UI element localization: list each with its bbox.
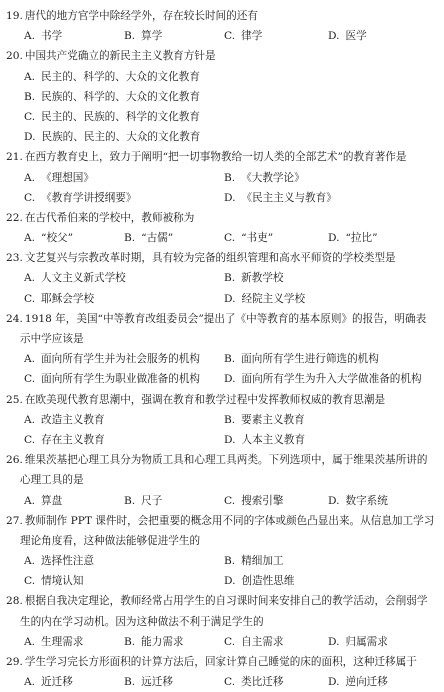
option-letter: A. (24, 30, 36, 43)
option-letter: C. (24, 292, 36, 305)
options-group (6, 551, 440, 591)
stem-text: 学生学习完长方形面积的计算方法后，回家计算自己睡觉的床的面积，这种迁移属于 (24, 656, 417, 668)
option-d[interactable] (224, 188, 424, 208)
question-22 (6, 208, 440, 248)
option-letter: C. (224, 635, 236, 648)
question-number: 25. (6, 393, 23, 406)
options-group (6, 410, 440, 450)
option-c[interactable] (24, 430, 224, 450)
option-a[interactable] (24, 672, 124, 692)
question-28 (6, 591, 440, 652)
option-d[interactable] (328, 491, 428, 511)
option-letter: B. (224, 413, 236, 426)
stem-text: 理论角度看，这种做法能够促进学生的 (20, 534, 201, 547)
option-a[interactable] (24, 168, 224, 188)
stem-line (6, 470, 440, 490)
option-a[interactable] (24, 491, 124, 511)
option-text: 面向所有学生进行筛选的机构 (241, 353, 379, 366)
question-number: 24. (6, 312, 23, 325)
option-text: “古儒” (141, 232, 174, 245)
question-stem (6, 591, 440, 631)
option-text: 选择性注意 (41, 555, 94, 568)
question-number: 19. (6, 10, 23, 22)
option-b[interactable] (224, 349, 424, 369)
option-text: 归属需求 (345, 635, 388, 648)
stem-line (6, 46, 440, 66)
question-stem (6, 309, 440, 349)
option-d[interactable] (224, 289, 424, 309)
option-b[interactable] (24, 87, 404, 107)
option-a[interactable] (24, 26, 124, 46)
option-text: 新教学校 (241, 272, 284, 285)
option-b[interactable] (224, 168, 424, 188)
option-text: “拉比” (345, 232, 378, 245)
option-letter: B. (224, 171, 236, 184)
option-letter: D. (224, 373, 236, 386)
option-text: 自主需求 (241, 635, 284, 648)
option-c[interactable] (24, 289, 224, 309)
stem-line (6, 6, 440, 26)
option-text: 民族的、民主的、大众的文化教育 (41, 131, 201, 144)
option-letter: A. (24, 272, 36, 285)
option-letter: A. (24, 70, 36, 83)
option-letter: D. (224, 292, 236, 305)
option-b[interactable] (124, 632, 224, 652)
option-letter: A. (24, 413, 36, 426)
question-number: 26. (6, 454, 23, 467)
option-text: 创造性思维 (241, 575, 295, 588)
option-letter: B. (24, 90, 36, 103)
option-text: 民主的、科学的、大众的文化教育 (41, 70, 200, 83)
option-d[interactable] (328, 228, 428, 248)
stem-line (6, 309, 440, 329)
option-text: “书吏” (241, 232, 274, 245)
option-letter: D. (224, 575, 236, 588)
question-number: 29. (6, 656, 23, 668)
option-text: 逆向迁移 (345, 676, 388, 689)
option-d[interactable] (224, 430, 424, 450)
stem-line (6, 390, 440, 410)
option-text: 书学 (41, 30, 63, 43)
option-letter: C. (24, 110, 36, 123)
question-stem (6, 147, 440, 167)
option-d[interactable] (328, 672, 428, 692)
question-number: 21. (6, 151, 23, 164)
question-stem (6, 46, 440, 66)
stem-line (6, 591, 440, 611)
option-text: 搜索引擎 (241, 494, 284, 507)
option-letter: B. (124, 232, 136, 245)
option-text: 民主的、民族的、科学的文化教育 (41, 110, 201, 123)
stem-text: 生的内在学习动机。因为这种做法不利于满足学生的 (20, 615, 264, 628)
option-b[interactable] (224, 410, 424, 430)
stem-line (6, 612, 440, 632)
stem-line (6, 450, 440, 470)
options-group (6, 67, 440, 148)
option-text: 尺子 (141, 494, 163, 507)
option-d[interactable] (24, 127, 404, 147)
option-text: 《民主主义与教育》 (241, 191, 337, 204)
option-c[interactable] (24, 188, 224, 208)
option-a[interactable] (24, 632, 124, 652)
options-group (6, 491, 440, 511)
option-text: 经院主义学校 (241, 292, 306, 305)
option-letter: D. (224, 191, 236, 204)
option-letter: B. (124, 635, 136, 648)
option-text: 民族的、科学的、大众的文化教育 (41, 90, 201, 103)
stem-text: 中国共产党确立的新民主主义教育方针是 (24, 50, 216, 63)
question-23 (6, 248, 440, 309)
option-letter: A. (24, 171, 36, 184)
option-a[interactable] (24, 67, 404, 87)
option-text: 改造主义教育 (41, 413, 105, 426)
option-text: 类比迁移 (241, 676, 284, 689)
option-letter: A. (24, 353, 36, 366)
option-a[interactable] (24, 228, 124, 248)
option-letter: A. (24, 676, 36, 689)
options-group (6, 349, 440, 389)
stem-text: 文艺复兴与宗教改革时期，具有较为完备的组织管理和高水平师资的学校类型是 (24, 252, 396, 265)
stem-text: 维果茨基把心理工具分为物质工具和心理工具两类。下列选项中，属于维果茨基所讲的 (24, 454, 428, 467)
question-stem (6, 652, 440, 672)
option-text: 远迁移 (141, 676, 173, 689)
question-number: 28. (6, 595, 23, 608)
options-group (6, 672, 440, 692)
stem-text: 在欧美现代教育思潮中，强调在教育和教学过程中发挥教师权威的教育思潮是 (24, 393, 386, 406)
option-c[interactable] (224, 491, 328, 511)
option-letter: D. (328, 635, 340, 648)
option-text: 能力需求 (141, 635, 184, 648)
option-letter: B. (124, 676, 136, 689)
option-text: 医学 (345, 30, 367, 43)
question-26 (6, 450, 440, 511)
option-d[interactable] (328, 632, 428, 652)
question-stem (6, 6, 440, 26)
option-d[interactable] (224, 571, 424, 591)
question-stem (6, 208, 440, 228)
stem-text: 示中学应该是 (20, 333, 84, 345)
question-stem (6, 511, 440, 551)
option-a[interactable] (24, 551, 224, 571)
question-number: 27. (6, 514, 23, 527)
question-20 (6, 46, 440, 147)
option-d[interactable] (328, 26, 428, 46)
option-text: 人本主义教育 (241, 433, 306, 446)
option-text: 面向所有学生并为社会服务的机构 (41, 353, 200, 366)
option-c[interactable] (224, 228, 328, 248)
option-letter: C. (24, 433, 36, 446)
option-text: 算盘 (41, 494, 63, 507)
stem-text: 在西方教育史上，致力于阐明“把一切事物教给一切人类的全部艺术”的教育著作是 (24, 151, 407, 164)
question-number: 23. (6, 252, 23, 265)
question-number: 22. (6, 211, 23, 224)
question-number: 20. (6, 50, 23, 63)
option-a[interactable] (24, 349, 224, 369)
option-letter: C. (224, 30, 236, 43)
option-letter: D. (328, 676, 340, 689)
stem-line (6, 248, 440, 268)
option-text: 数字系统 (345, 494, 388, 507)
option-c[interactable] (24, 369, 224, 389)
question-19 (6, 6, 440, 46)
option-text: 面向所有学生为职业做准备的机构 (41, 373, 201, 386)
stem-line (6, 511, 440, 531)
option-text: 《教育学讲授纲要》 (41, 191, 137, 204)
option-c[interactable] (224, 632, 328, 652)
option-text: 情境认知 (41, 575, 84, 588)
option-text: 《大教学论》 (241, 171, 305, 184)
option-letter: C. (24, 191, 36, 204)
option-text: 算学 (141, 30, 163, 43)
option-letter: C. (24, 575, 36, 588)
option-c[interactable] (224, 672, 328, 692)
options-group (6, 26, 440, 46)
option-c[interactable] (24, 107, 404, 127)
option-letter: D. (224, 433, 236, 446)
stem-line (6, 652, 440, 672)
options-group (6, 268, 440, 308)
question-24 (6, 309, 440, 390)
option-letter: B. (224, 353, 236, 366)
option-letter: B. (124, 30, 136, 43)
option-b[interactable] (124, 491, 224, 511)
option-letter: D. (24, 131, 36, 144)
question-stem (6, 248, 440, 268)
option-a[interactable] (24, 268, 224, 288)
option-text: “校父” (41, 232, 74, 245)
option-text: 《理想国》 (41, 171, 94, 184)
stem-line (6, 531, 440, 551)
stem-text: 1918 年，美国“中等教育改组委员会”提出了《中等教育的基本原则》的报告，明确表 (24, 312, 427, 325)
option-b[interactable] (224, 268, 424, 288)
stem-line (6, 208, 440, 228)
question-21 (6, 147, 440, 208)
option-c[interactable] (24, 571, 224, 591)
stem-text: 在古代希伯来的学校中，教师被称为 (24, 211, 195, 224)
options-group (6, 228, 440, 248)
option-letter: D. (328, 232, 340, 245)
option-c[interactable] (224, 26, 328, 46)
option-letter: A. (24, 494, 36, 507)
option-text: 生理需求 (41, 635, 84, 648)
stem-line (6, 147, 440, 167)
stem-text: 唐代的地方官学中除经学外，存在较长时间的还有 (24, 10, 258, 22)
option-letter: A. (24, 635, 36, 648)
option-text: 存在主义教育 (41, 433, 105, 446)
options-group (6, 632, 440, 652)
option-text: 耶稣会学校 (41, 292, 95, 305)
option-d[interactable] (224, 369, 424, 389)
option-letter: B. (224, 272, 236, 285)
option-b[interactable] (224, 551, 424, 571)
question-stem (6, 390, 440, 410)
stem-text: 教师制作 PPT 课件时，会把重要的概念用不同的字体或颜色凸显出来。从信息加工学习 (24, 514, 435, 527)
option-b[interactable] (124, 26, 224, 46)
option-letter: D. (328, 30, 340, 43)
question-25 (6, 390, 440, 451)
options-group (6, 168, 440, 208)
option-letter: C. (224, 494, 236, 507)
option-letter: A. (24, 555, 36, 568)
option-text: 面向所有学生为升入大学做准备的机构 (241, 373, 422, 386)
question-stem (6, 450, 440, 490)
option-text: 近迁移 (41, 676, 73, 689)
option-letter: B. (124, 494, 136, 507)
option-letter: C. (24, 373, 36, 386)
question-29 (6, 652, 440, 692)
option-text: 律学 (241, 30, 263, 43)
stem-line (6, 329, 440, 349)
stem-text: 根据自我决定理论，教师经常占用学生的自习课时间来安排自己的教学活动，会削弱学 (24, 595, 428, 608)
stem-text: 心理工具的是 (20, 474, 84, 487)
option-letter: C. (224, 676, 236, 689)
option-letter: A. (24, 232, 36, 245)
option-letter: B. (224, 555, 236, 568)
option-text: 人文主义新式学校 (41, 272, 126, 285)
option-b[interactable] (124, 228, 224, 248)
option-text: 精细加工 (241, 555, 284, 568)
option-letter: C. (224, 232, 236, 245)
option-text: 要素主义教育 (241, 413, 305, 426)
option-b[interactable] (124, 672, 224, 692)
option-a[interactable] (24, 410, 224, 430)
option-letter: D. (328, 494, 340, 507)
question-27 (6, 511, 440, 592)
